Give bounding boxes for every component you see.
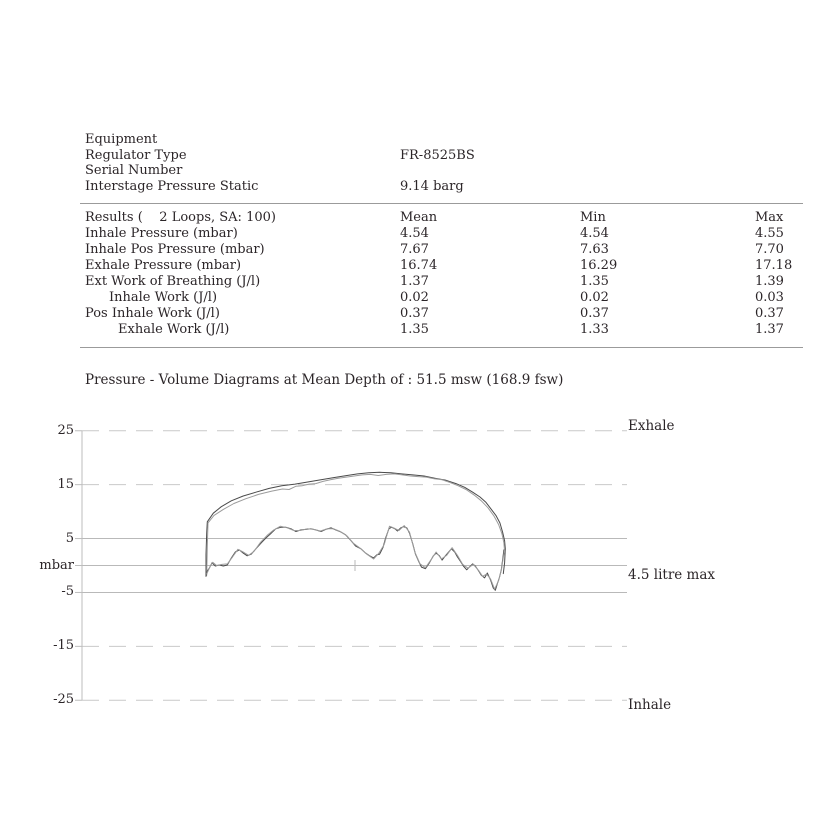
y-axis-tick-label: 5 (65, 530, 74, 546)
result-row-label: Inhale Work (J/l) (109, 290, 218, 305)
result-mean-value: 4.54 (400, 226, 429, 241)
y-axis-tick-label: 15 (57, 476, 74, 492)
divider-bottom-rule (80, 347, 803, 348)
equipment-label: Equipment (85, 132, 158, 147)
y-axis-tick-label: mbar (39, 557, 74, 573)
result-row-label: Pos Inhale Work (J/l) (85, 306, 220, 321)
result-row-label: Inhale Pos Pressure (mbar) (85, 242, 265, 257)
equipment-label: Serial Number (85, 163, 183, 179)
result-mean-value: Mean (400, 210, 438, 225)
chart-side-label: Exhale (628, 417, 675, 434)
result-mean-value: 0.37 (400, 306, 429, 321)
result-min-value: 7.63 (580, 242, 609, 257)
chart-side-label: Inhale (628, 697, 672, 714)
results-data-row (85, 322, 803, 338)
equipment-value: 9.14 barg (400, 178, 464, 194)
result-max-value: Max (755, 210, 784, 225)
y-axis-tick-label: 25 (57, 422, 74, 438)
y-axis-tick-label: -5 (61, 584, 74, 600)
equipment-label: Interstage Pressure Static (85, 178, 259, 194)
result-min-value: 0.02 (580, 290, 609, 305)
results-data-row (85, 306, 803, 322)
result-min-value: 0.37 (580, 306, 609, 321)
result-max-value: 1.37 (755, 322, 784, 337)
chart-title: Pressure - Volume Diagrams at Mean Depth of : 51.5 msw (168.9 fsw) (85, 372, 564, 388)
results-data-row (85, 274, 803, 290)
results-data-row (85, 242, 803, 258)
equipment-label: Regulator Type (85, 147, 187, 163)
y-axis-tick-label: -15 (53, 638, 74, 654)
result-min-value: 1.33 (580, 322, 609, 337)
results-table (85, 210, 803, 338)
result-mean-value: 16.74 (400, 258, 438, 273)
result-mean-value: 7.67 (400, 242, 429, 257)
equipment-row (85, 179, 803, 195)
result-max-value: 7.70 (755, 242, 784, 257)
result-min-value: 4.54 (580, 226, 609, 241)
result-row-label: Inhale Pressure (mbar) (85, 226, 238, 241)
pv-diagram-chart (0, 400, 840, 730)
result-max-value: 17.18 (755, 258, 793, 273)
result-min-value: Min (580, 210, 606, 225)
results-data-row (85, 226, 803, 242)
equipment-row (85, 148, 803, 164)
equipment-row (85, 132, 803, 148)
y-axis-tick-label: -25 (53, 692, 74, 708)
result-max-value: 1.39 (755, 274, 784, 289)
result-min-value: 16.29 (580, 258, 618, 273)
result-mean-value: 1.35 (400, 322, 429, 337)
result-max-value: 0.37 (755, 306, 784, 321)
results-data-row (85, 290, 803, 306)
result-row-label: Results ( 2 Loops, SA: 100) (85, 210, 276, 225)
equipment-row (85, 163, 803, 179)
result-mean-value: 0.02 (400, 290, 429, 305)
curve-loop2-inhale (207, 526, 505, 590)
divider-top-rule (80, 203, 803, 204)
result-mean-value: 1.37 (400, 274, 429, 289)
result-max-value: 0.03 (755, 290, 784, 305)
result-row-label: Exhale Work (J/l) (118, 322, 230, 337)
result-max-value: 4.55 (755, 226, 784, 241)
equipment-header-block (85, 132, 803, 194)
result-row-label: Exhale Pressure (mbar) (85, 258, 242, 273)
results-data-row (85, 258, 803, 274)
equipment-value: FR-8525BS (400, 147, 475, 163)
result-min-value: 1.35 (580, 274, 609, 289)
result-row-label: Ext Work of Breathing (J/l) (85, 274, 261, 289)
results-header-row (85, 210, 803, 226)
chart-side-label: 4.5 litre max (628, 567, 716, 584)
